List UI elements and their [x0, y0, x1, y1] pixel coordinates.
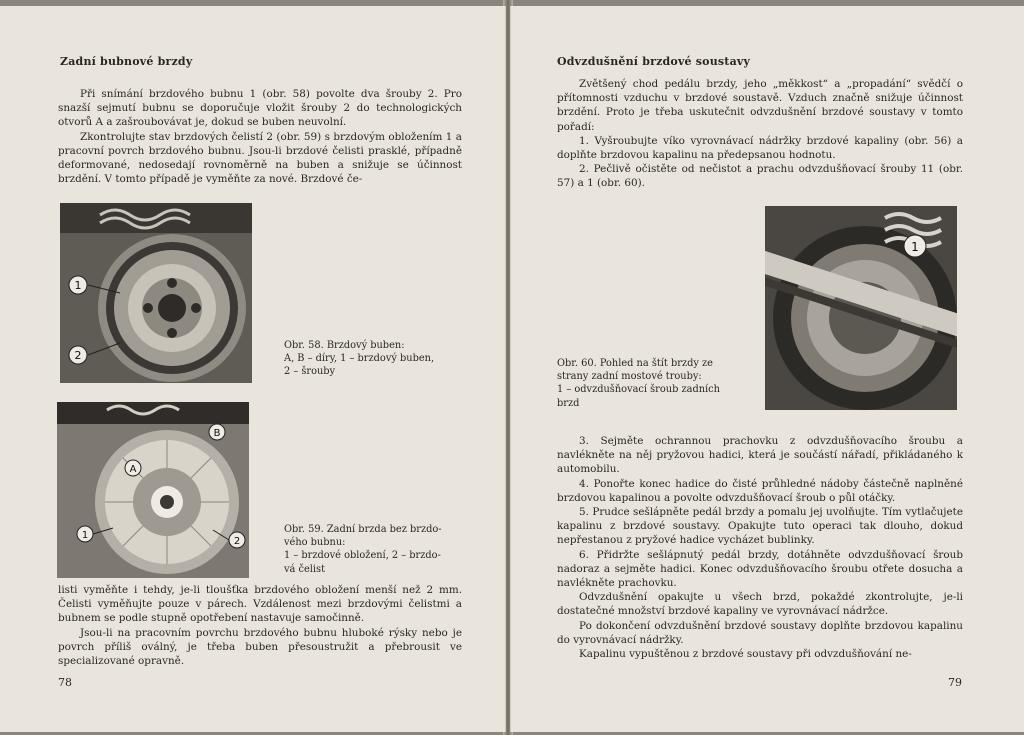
left-heading: Zadní bubnové brzdy: [60, 55, 193, 68]
paragraph: Zkontrolujte stav brzdových čelistí 2 (obr. 59) s brzdovým obložením 1 a pracovní povrch brzdového bubnu. Jsou-li brzdové čelisti prasklé, případně deformované, nedosedají rovnoměrně na buben a snižuje se účinnost brzdění. V tomto případě je vyměňte za nové. Brzdové če-: [58, 130, 462, 186]
caption-line: 1 – brzdové obložení, 2 – brzdo-: [284, 550, 441, 562]
right-text-bottom: [557, 434, 963, 661]
left-page: [0, 6, 506, 732]
paragraph: 5. Prudce sešlápněte pedál brzdy a pomalu jej uvolňujte. Tím vytlačujete kapalinu z brzdové soustavy. Opakujte tuto operaci tak dlouho, dokud nepřestanou z pryžové hadice vycházet bublinky.: [557, 506, 963, 547]
callout-1: 1: [81, 530, 89, 541]
caption-line: Obr. 59. Zadní brzda bez brzdo-: [284, 524, 442, 535]
caption-line: strany zadní mostové trouby:: [557, 371, 702, 383]
paragraph: Jsou-li na pracovním povrchu brzdového bubnu hluboké rýsky nebo je povrch příliš oválný, je třeba buben přesoustružit a přebrousit ve specializované opravně.: [58, 626, 462, 668]
page-number-left: 78: [58, 676, 72, 689]
figure-60-photo: [765, 206, 957, 410]
callout-1: 1: [74, 279, 82, 292]
right-heading: Odvzdušnění brzdové soustavy: [557, 55, 751, 68]
figure-59-caption: [284, 523, 470, 576]
callout-a: A: [129, 464, 137, 475]
left-text-top: [58, 87, 462, 186]
paragraph: 4. Ponořte konec hadice do čisté průhledné nádoby částečně naplněné brzdovou kapalinou a povolte odvzdušňovací šroub o půl otáčky.: [557, 477, 963, 504]
paragraph: Po dokončení odvzdušnění brzdové soustavy doplňte brzdovou kapalinu do vyrovnávací nádržky.: [557, 619, 963, 646]
paragraph: listi vyměňte i tehdy, je-li tloušťka brzdového obložení menší než 2 mm. Čelisti vyměňujte pouze v párech. Vzdálenost mezi brzdovými čelistmi a bubnem se podle stupně opotřebení nastavuje samočinně.: [58, 584, 462, 625]
caption-line: vého bubnu:: [284, 537, 346, 549]
paragraph: Při snímání brzdového bubnu 1 (obr. 58) povolte dva šrouby 2. Pro snazší sejmutí bubnu se doporučuje vložit šrouby 2 do technologických otvorů A a zašroubovávat je, dokud se buben neuvolní.: [58, 88, 462, 129]
caption-line: 1 – odvzdušňovací šroub zadních: [557, 384, 720, 396]
callout-1: 1: [911, 240, 919, 254]
caption-line: brzd: [557, 397, 580, 409]
paragraph: 3. Sejměte ochrannou prachovku z odvzdušňovacího šroubu a navlékněte na něj pryžovou hadici, která je součástí nářadí, přikládaného k automobilu.: [557, 435, 963, 476]
figure-60-caption: [557, 357, 753, 410]
caption-line: vá čelist: [284, 563, 326, 575]
paragraph: Zvětšený chod pedálu brzdy, jeho „měkkost“ a „propadání“ svědčí o přítomnosti vzduchu v brzdové soustavě. Vzduch značně snižuje účinnost brzdění. Proto je třeba uskutečnit odvzdušnění brzdové soustavy v tomto pořadí:: [557, 78, 963, 133]
right-page: [510, 6, 1024, 732]
right-text-top: [557, 77, 963, 191]
left-text-bottom: [58, 583, 462, 668]
callout-b: B: [213, 428, 221, 439]
paragraph: 1. Vyšroubujte víko vyrovnávací nádržky brzdové kapaliny (obr. 56) a doplňte brzdovou kapalinu na předepsanou hodnotu.: [557, 134, 963, 162]
paragraph: Kapalinu vypuštěnou z brzdové soustavy při odvzdušňování ne-: [579, 648, 912, 661]
callout-2: 2: [233, 536, 241, 547]
page-number-right: 79: [948, 676, 962, 689]
caption-line: Obr. 58. Brzdový buben:: [284, 340, 405, 351]
figure-59-photo: [57, 402, 249, 578]
paragraph: Odvzdušnění opakujte u všech brzd, pokaždé zkontrolujte, je-li dostatečné množství brzdové kapaliny ve vyrovnávací nádržce.: [557, 591, 963, 618]
paragraph: 2. Pečlivě očistěte od nečistot a prachu odvzdušňovací šrouby 11 (obr. 57) a 1 (obr. 60).: [557, 163, 963, 190]
figure-58-caption: [284, 339, 484, 379]
caption-line: Obr. 60. Pohled na štít brzdy ze: [557, 358, 713, 369]
callout-2: 2: [74, 349, 82, 362]
caption-line: 2 – šrouby: [284, 366, 336, 378]
figure-58-photo: [60, 203, 252, 383]
paragraph: 6. Přidržte sešlápnutý pedál brzdy, dotáhněte odvzdušňovací šroub nadoraz a sejměte hadici. Konec odvzdušňovacího šroubu otřete dosucha a navlékněte prachovku.: [557, 548, 963, 590]
caption-line: A, B – díry, 1 – brzdový buben,: [284, 353, 435, 365]
